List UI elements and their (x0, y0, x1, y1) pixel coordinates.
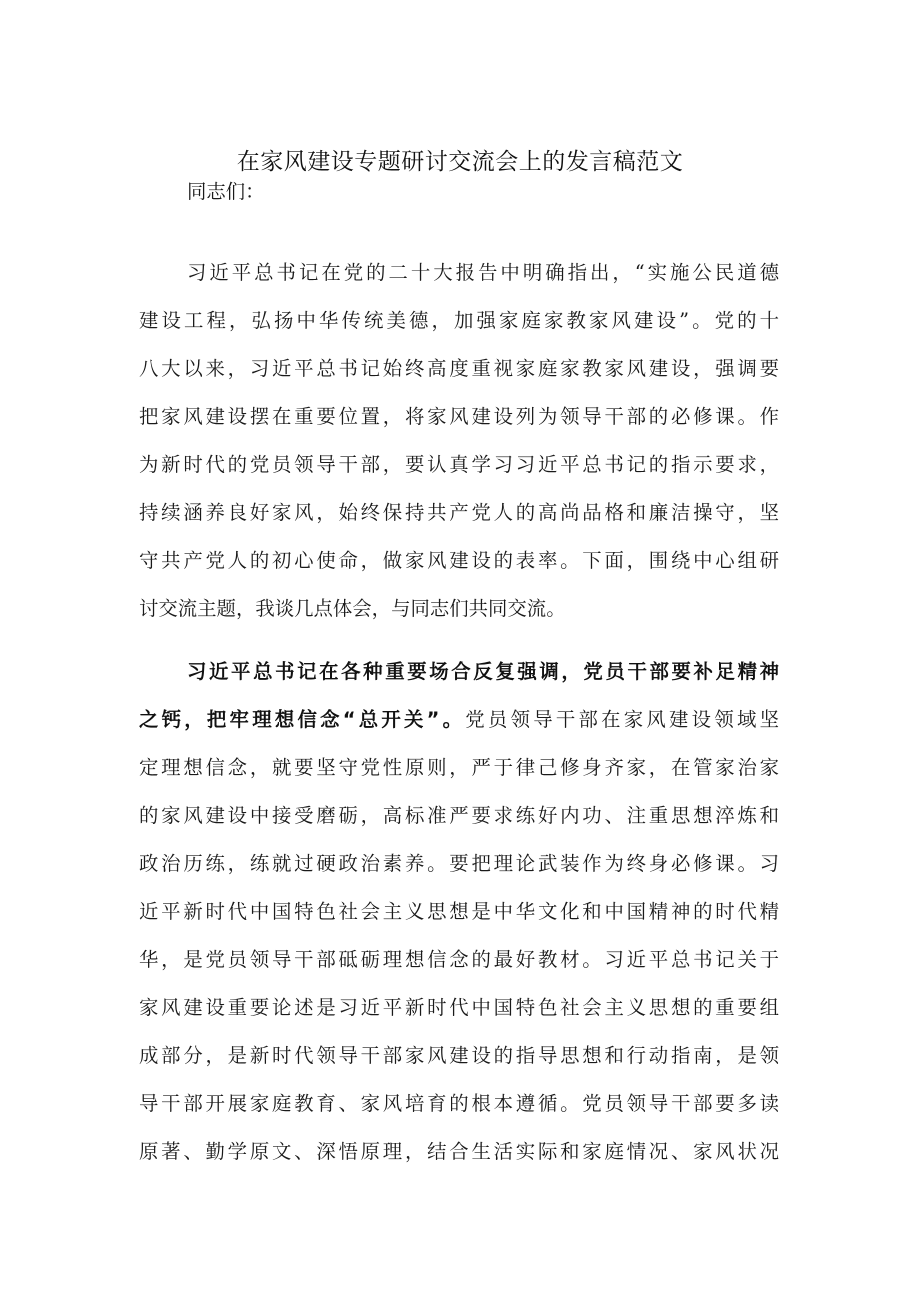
paragraph-line: 建设工程，弘扬中华传统美德，加强家庭家教家风建设”。党的十 (139, 309, 779, 332)
lead-continuation: 党员领导干部在家风建设领域坚 (465, 708, 779, 731)
paragraph-line: 导干部开展家庭教育、家风培育的根本遵循。党员领导干部要多读 (139, 1092, 779, 1115)
paragraph-line: 家风建设重要论述是习近平新时代中国特色社会主义思想的重要组 (139, 996, 779, 1019)
paragraph-line: 守共产党人的初心使命，做家风建设的表率。下面，围绕中心组研 (139, 549, 779, 572)
paragraph-line: 近平新时代中国特色社会主义思想是中华文化和中国精神的时代精 (139, 900, 779, 923)
paragraph-line: 八大以来，习近平总书记始终高度重视家庭家教家风建设，强调要 (139, 357, 779, 380)
paragraph-line: 讨交流主题，我谈几点体会，与同志们共同交流。 (139, 597, 566, 620)
paragraph-line: 政治历练，练就过硬政治素养。要把理论武装作为终身必修课。习 (139, 852, 779, 875)
paragraph-line: 的家风建设中接受磨砺，高标准严要求练好内功、注重思想淬炼和 (139, 804, 779, 827)
paragraph-line: 习近平总书记在党的二十大报告中明确指出，“实施公民道德 (187, 261, 779, 284)
bold-lead-line: 习近平总书记在各种重要场合反复强调，党员干部要补足精神 (187, 660, 779, 683)
bold-lead-text: 之钙，把牢理想信念“总开关”。 (139, 708, 466, 731)
page-title: 在家风建设专题研讨交流会上的发言稿范文 (236, 149, 684, 175)
paragraph-line (139, 704, 779, 736)
paragraph-line: 成部分，是新时代领导干部家风建设的指导思想和行动指南，是领 (139, 1044, 779, 1067)
salutation: 同志们： (187, 180, 265, 203)
paragraph-line: 华，是党员领导干部砥砺理想信念的最好教材。习近平总书记关于 (139, 948, 779, 971)
paragraph-line: 把家风建设摆在重要位置，将家风建设列为领导干部的必修课。作 (139, 405, 779, 428)
paragraph-line: 持续涵养良好家风，始终保持共产党人的高尚品格和廉洁操守，坚 (139, 501, 779, 524)
paragraph-line: 原著、勤学原文、深悟原理，结合生活实际和家庭情况、家风状况 (139, 1140, 779, 1163)
paragraph-line: 定理想信念，就要坚守党性原则，严于律己修身齐家，在管家治家 (139, 756, 779, 779)
paragraph-line: 为新时代的党员领导干部，要认真学习习近平总书记的指示要求， (139, 453, 779, 476)
